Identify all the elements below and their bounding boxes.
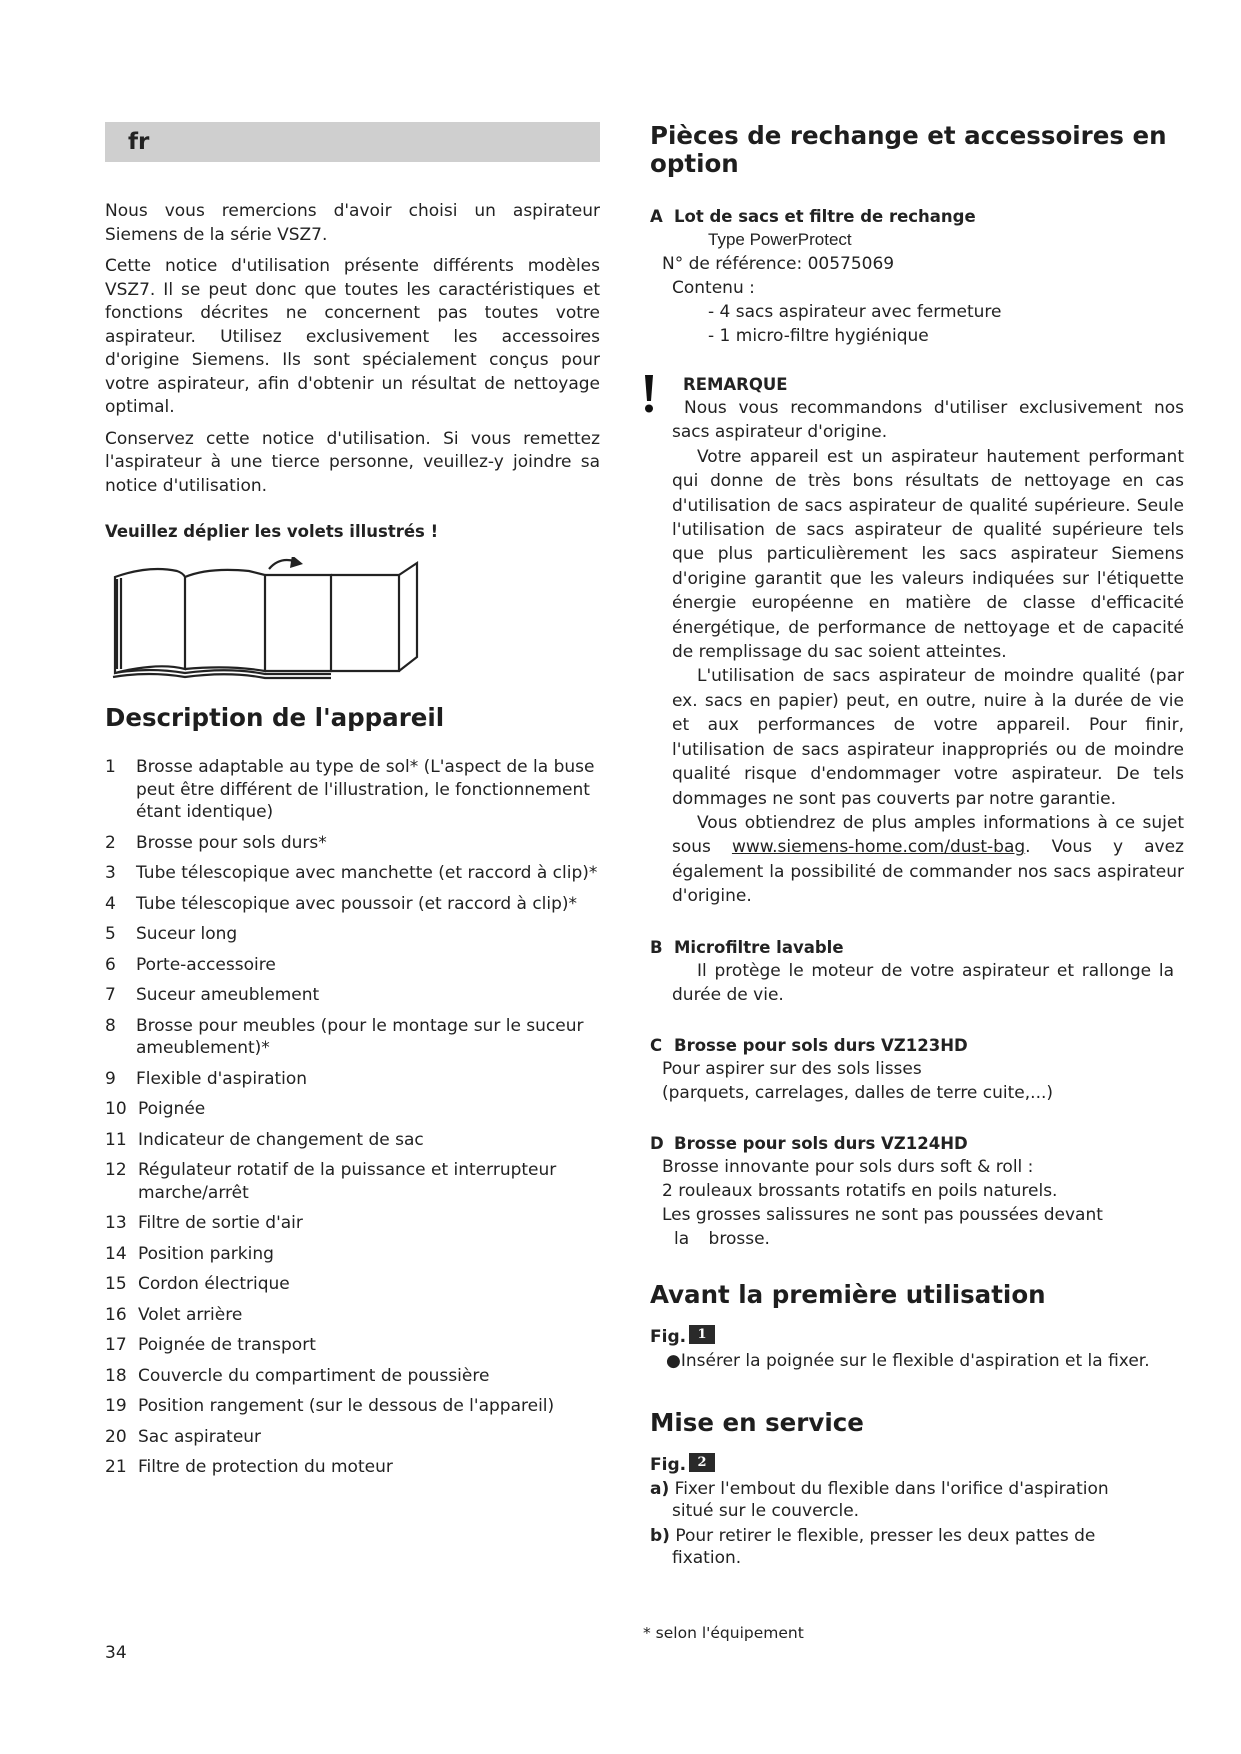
section-letter: C: [650, 1035, 663, 1055]
contents-item-1: - 4 sacs aspirateur avec fermeture: [708, 302, 1002, 322]
section-d-line-4: la brosse.: [674, 1228, 770, 1249]
section-letter: D: [650, 1133, 664, 1153]
step-b-continuation: fixation.: [672, 1548, 742, 1569]
list-item: [105, 954, 600, 977]
section-c: [650, 1035, 1190, 1105]
section-a-heading: [650, 206, 1190, 228]
item-number: 12: [105, 1160, 127, 1180]
description-title: Description de l'appareil: [105, 703, 445, 732]
note-paragraph-2: Votre appareil est un aspirateur hautement performant qui donne de très bons résultats de nettoyage en cas d'utilisation de sacs aspirateur de qualité supérieure. Seule l'utilisation de sacs aspirateur de qualité supérieure tels que plus particulièrement les sacs aspirateur Siemens d'origine garantit que les valeurs indiquées sur l'étiquette énergie européenne en matière de classe d'efficacité énergétique, de performance de nettoyage et de capacité de remplissage du sac soient atteintes.: [672, 446, 1184, 663]
list-item: [105, 1098, 600, 1121]
bullet-dot: ●: [666, 1350, 681, 1371]
note-body: [672, 396, 1184, 909]
item-text: Brosse adaptable au type de sol* (L'aspect de la buse peut être différent de l'illustration, le fonctionnement étant identique): [136, 757, 595, 822]
item-number: 11: [105, 1129, 127, 1150]
section-a: [650, 206, 1190, 348]
section-d-line-1: Brosse innovante pour sols durs soft & roll :: [662, 1156, 1034, 1177]
intro-paragraph-1: Nous vous remercions d'avoir choisi un aspirateur Siemens de la série VSZ7.: [105, 201, 600, 245]
item-text: Sac aspirateur: [138, 1426, 262, 1447]
item-number: 16: [105, 1304, 127, 1325]
section-b-text: Il protège le moteur de votre aspirateur et rallonge la durée de vie.: [672, 960, 1174, 1005]
section-c-line-1: Pour aspirer sur des sols lisses: [662, 1058, 922, 1079]
item-text: Tube télescopique avec poussoir (et raccord à clip)*: [136, 893, 578, 914]
list-item: [105, 756, 600, 824]
item-number: 9: [105, 1068, 116, 1089]
before-use-instruction: [666, 1350, 1174, 1373]
note-paragraph-1: Nous vous recommandons d'utiliser exclusivement nos sacs aspirateur d'origine.: [672, 398, 1184, 443]
item-number: 19: [105, 1396, 127, 1416]
fig-number-badge: 1: [689, 1325, 715, 1344]
section-d-title: Brosse pour sols durs VZ124HD: [674, 1133, 968, 1153]
note-block: [650, 374, 1190, 909]
item-text: Porte-accessoire: [136, 954, 276, 975]
item-text: Suceur long: [136, 924, 238, 944]
item-number: 18: [105, 1365, 127, 1386]
item-number: 3: [105, 863, 116, 883]
item-text: Flexible d'aspiration: [136, 1068, 308, 1089]
language-bar: [105, 122, 600, 162]
list-item: [105, 832, 600, 855]
fig-number-badge: 2: [689, 1453, 715, 1472]
list-item: [105, 1243, 600, 1266]
section-d-line-3: Les grosses salissures ne sont pas poussées devant: [662, 1204, 1103, 1225]
contents-item-2: - 1 micro-filtre hygiénique: [708, 326, 929, 346]
product-type: Type PowerProtect: [708, 230, 852, 249]
section-b: [650, 937, 1190, 1007]
step-label: b): [650, 1525, 670, 1546]
list-item: [105, 984, 600, 1007]
item-number: 4: [105, 893, 116, 914]
parts-list: [105, 756, 600, 1479]
section-d-heading: [650, 1133, 1190, 1155]
item-text: Poignée: [138, 1099, 206, 1119]
list-item: [105, 1304, 600, 1327]
note-paragraph-4: [672, 811, 1184, 909]
note-paragraph-3: L'utilisation de sacs aspirateur de moindre qualité (par ex. sacs en papier) peut, en outre, nuire à la durée de vie et aux performances de votre appareil. Pour finir, l'utilisation de sacs aspirateur inappropriés ou de moindre qualité risque d'endommager votre aspirateur. De tels dommages ne sont pas couverts par notre garantie.: [672, 666, 1184, 809]
list-item: [105, 1068, 600, 1091]
figure-reference-2: [650, 1453, 1190, 1478]
item-number: 13: [105, 1213, 127, 1233]
list-item: [105, 1456, 600, 1479]
item-number: 21: [105, 1457, 127, 1477]
list-item: [105, 862, 600, 885]
fig-label: Fig.: [650, 1327, 687, 1348]
item-text: Filtre de protection du moteur: [138, 1457, 393, 1477]
section-d-line-2: 2 rouleaux brossants rotatifs en poils naturels.: [662, 1180, 1058, 1201]
intro-paragraph-3: Conservez cette notice d'utilisation. Si vous remettez l'aspirateur à une tierce personne, veuillez-y joindre sa notice d'utilisation.: [105, 428, 600, 496]
item-text: Cordon électrique: [138, 1274, 290, 1294]
list-item: [105, 1015, 600, 1060]
step-b-text: Pour retirer le flexible, presser les deux pattes de: [675, 1525, 1096, 1546]
item-text: Suceur ameublement: [136, 985, 320, 1005]
right-column: [650, 122, 1190, 1570]
item-text: Indicateur de changement de sac: [138, 1129, 424, 1150]
item-text: Position rangement (sur le dessous de l'appareil): [138, 1396, 555, 1416]
list-item: [105, 923, 600, 946]
note-title: REMARQUE: [683, 375, 788, 394]
note-text-post: . Vous y avez également la possibilité de commander nos sacs aspirateur d'origine.: [672, 837, 1184, 907]
startup-step-b: [650, 1525, 1174, 1570]
item-number: 6: [105, 954, 116, 975]
step-a-text: Fixer l'embout du flexible dans l'orifice d'aspiration: [674, 1478, 1109, 1499]
item-text: Filtre de sortie d'air: [138, 1213, 303, 1233]
item-text: Tube télescopique avec manchette (et raccord à clip)*: [136, 863, 598, 883]
startup-title: Mise en service: [650, 1407, 864, 1437]
spare-parts-title: Pièces de rechange et accessoires en option: [650, 121, 1167, 178]
intro-section: [105, 200, 600, 498]
item-number: 10: [105, 1099, 127, 1119]
fig-label: Fig.: [650, 1455, 687, 1476]
item-number: 2: [105, 832, 116, 853]
note-text-pre: Vous obtiendrez de plus amples informations à ce sujet sous: [672, 812, 1184, 858]
list-item: [105, 1365, 600, 1388]
section-a-title: Lot de sacs et filtre de rechange: [674, 207, 976, 226]
list-item: [105, 1395, 600, 1418]
contents-label: Contenu :: [672, 278, 755, 298]
before-use-text: Insérer la poignée sur le flexible d'aspiration et la fixer.: [680, 1350, 1150, 1371]
list-item: [105, 1159, 600, 1204]
step-a-continuation: situé sur le couvercle.: [672, 1501, 860, 1522]
list-item: [105, 1129, 600, 1152]
list-item: [105, 893, 600, 916]
unfold-note: Veuillez déplier les volets illustrés !: [105, 522, 439, 541]
section-b-heading: [650, 937, 1190, 959]
section-c-heading: [650, 1035, 1190, 1057]
startup-step-a: [650, 1478, 1174, 1523]
step-label: a): [650, 1478, 670, 1499]
before-use-title: Avant la première utilisation: [650, 1279, 1046, 1309]
section-c-line-2: (parquets, carrelages, dalles de terre cuite,...): [662, 1082, 1054, 1103]
item-text: Brosse pour sols durs*: [136, 832, 327, 853]
dust-bag-link[interactable]: www.siemens-home.com/dust-bag: [731, 837, 1026, 858]
exclamation-icon: [642, 374, 656, 418]
section-letter: B: [650, 937, 663, 957]
item-text: Position parking: [138, 1243, 274, 1264]
item-number: 7: [105, 985, 116, 1005]
item-number: 14: [105, 1243, 127, 1264]
section-b-title: Microfiltre lavable: [674, 937, 844, 957]
section-c-title: Brosse pour sols durs VZ123HD: [674, 1035, 968, 1055]
left-column: [105, 122, 600, 1487]
unfold-book-icon: [109, 557, 600, 686]
section-letter: A: [650, 207, 663, 226]
list-item: [105, 1273, 600, 1296]
item-number: 1: [105, 757, 116, 777]
item-text: Couvercle du compartiment de poussière: [138, 1365, 490, 1386]
item-text: Régulateur rotatif de la puissance et interrupteur marche/arrêt: [138, 1160, 557, 1203]
language-code: fr: [128, 129, 150, 155]
section-d: [650, 1133, 1190, 1251]
item-number: 20: [105, 1426, 127, 1447]
figure-reference-1: [650, 1325, 1190, 1350]
list-item: [105, 1426, 600, 1449]
list-item: [105, 1334, 600, 1357]
list-item: [105, 1212, 600, 1235]
reference-number: N° de référence: 00575069: [662, 254, 895, 274]
item-number: 15: [105, 1274, 127, 1294]
item-text: Volet arrière: [138, 1304, 243, 1325]
item-number: 5: [105, 924, 116, 944]
footnote: * selon l'équipement: [643, 1624, 804, 1642]
item-number: 8: [105, 1015, 116, 1036]
item-text: Poignée de transport: [138, 1335, 316, 1355]
intro-paragraph-2: Cette notice d'utilisation présente différents modèles VSZ7. Il se peut donc que toutes les caractéristiques et fonctions décrites ne concernent pas toutes votre aspirateur. Utilisez exclusivement les accessoires d'origine Siemens. Ils sont spécialement conçus pour votre aspirateur, afin d'obtenir un résultat de nettoyage optimal.: [105, 256, 600, 417]
page-number: 34: [105, 1643, 127, 1663]
item-number: 17: [105, 1335, 127, 1355]
item-text: Brosse pour meubles (pour le montage sur le suceur ameublement)*: [136, 1015, 584, 1058]
